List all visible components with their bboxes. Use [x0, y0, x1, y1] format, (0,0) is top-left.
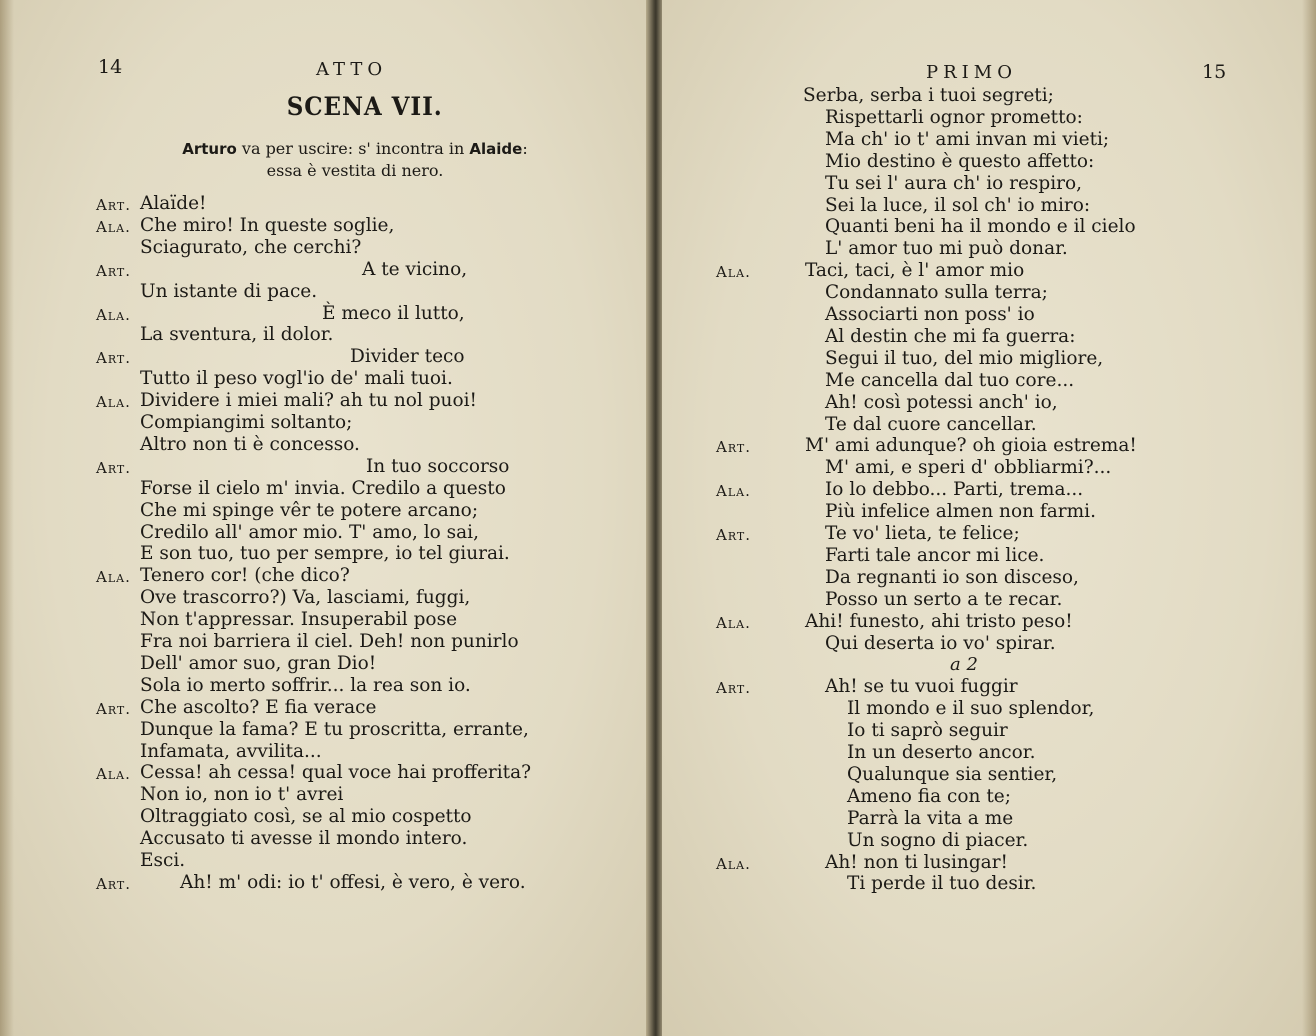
running-head: ATTO — [316, 59, 388, 80]
running-head: PRIMO — [926, 62, 1017, 83]
right-page — [662, 0, 1316, 1036]
verse-line: Cessa! ah cessa! qual voce hai profferita? — [140, 762, 532, 784]
verse-line: La sventura, il dolor. — [140, 324, 334, 346]
verse-line: Ameno fia con te; — [847, 785, 1011, 807]
stage-direction-text: va per uscire: s' incontra in — [236, 139, 470, 158]
verse-line: Ah! m' odi: io t' offesi, è vero, è vero. — [180, 871, 526, 893]
verse-line: Rispettarli ognor prometto: — [825, 106, 1083, 128]
verse-line: Fra noi barriera il ciel. Deh! non punirlo — [140, 631, 519, 652]
verse-line: Al destin che mi fa guerra: — [825, 325, 1076, 347]
speaker-label: Art. — [96, 196, 132, 214]
verse-line: Non io, non io t' avrei — [140, 784, 344, 806]
verse-line: Più infelice almen non farmi. — [825, 501, 1096, 523]
verse-line: Ah! così potessi anch' io, — [825, 391, 1058, 413]
verse-line: Quanti beni ha il mondo e il cielo — [825, 216, 1136, 238]
verse-line: Accusato ti avesse il mondo intero. — [140, 828, 468, 850]
verse-line: Credilo all' amor mio. T' amo, lo sai, — [140, 521, 479, 543]
verse-line: Che mi spinge vêr te potere arcano; — [140, 499, 479, 521]
verse-line: Posso un serto a te recar. — [825, 588, 1063, 610]
page-edge-shadow — [0, 0, 14, 1036]
scene-title: SCENA VII. — [286, 92, 443, 121]
verse-line: Ove trascorro?) Va, lasciami, fuggi, — [140, 587, 471, 609]
speaker-label: Ala. — [716, 854, 751, 873]
verse-line: Qualunque sia sentier, — [847, 763, 1058, 785]
speaker-label: Ala. — [716, 482, 751, 501]
verse-line: Alaïde! — [140, 193, 207, 214]
verse-line: E son tuo, tuo per sempre, io tel giurai. — [140, 543, 510, 565]
speaker-label: Art. — [96, 261, 132, 280]
verse-line: Io lo debbo... Parti, trema... — [825, 479, 1084, 501]
speaker-label: Art. — [716, 438, 752, 457]
stage-direction-line: essa è vestita di nero. — [266, 161, 444, 180]
verse-line: Associarti non poss' io — [825, 304, 1035, 325]
stage-direction — [140, 138, 570, 181]
stage-direction-name: Arturo — [182, 140, 237, 158]
verse-line: M' ami, e speri d' obbliarmi?... — [825, 457, 1112, 479]
verse-line: Ti perde il tuo desir. — [847, 873, 1037, 895]
verse-line: Non t'appressar. Insuperabil pose — [140, 609, 458, 631]
verse-line: Sei la luce, il sol ch' io miro: — [825, 194, 1091, 216]
verse-line: Io ti saprò seguir — [847, 720, 1008, 742]
verse-line: In un deserto ancor. — [847, 742, 1036, 763]
verse-line: Da regnanti io son disceso, — [825, 566, 1079, 588]
verse-line: Te dal cuore cancellar. — [825, 413, 1037, 435]
verse-line: Ah! non ti lusingar! — [825, 851, 1008, 873]
verse-line: Mio destino è questo affetto: — [825, 150, 1095, 172]
verse-line: Che miro! In queste soglie, — [140, 214, 395, 236]
verse-line: Divider teco — [350, 346, 465, 368]
verse-line: Dell' amor suo, gran Dio! — [140, 652, 377, 674]
stage-direction-name: Alaide — [469, 140, 523, 158]
verse-line: Sciagurato, che cerchi? — [140, 236, 362, 258]
verse-line: Forse il cielo m' invia. Credilo a questo — [140, 477, 506, 499]
verse-line: Te vo' lieta, te felice; — [825, 523, 1020, 544]
verse-line: Ma ch' io t' ami invan mi vieti; — [825, 128, 1110, 150]
speaker-label: Ala. — [96, 765, 131, 784]
speaker-label: Art. — [96, 699, 132, 718]
verse-line: a 2 — [950, 654, 978, 676]
verse-line: A te vicino, — [362, 258, 468, 280]
speaker-label: Art. — [716, 679, 752, 698]
verse-line: Tenero cor! (che dico? — [140, 565, 350, 587]
speaker-label: Ala. — [96, 217, 131, 236]
verse-line: Che ascolto? E fia verace — [140, 696, 377, 718]
verse-line: In tuo soccorso — [366, 455, 510, 477]
verse-line: M' ami adunque? oh gioia estrema! — [805, 435, 1137, 457]
page-edge-shadow — [1302, 0, 1316, 1036]
speaker-label: Ala. — [96, 568, 131, 587]
speaker-label: Ala. — [716, 263, 751, 282]
verse-line: Infamata, avvilita... — [140, 740, 322, 762]
verse-line: Qui deserta io vo' spirar. — [825, 632, 1056, 654]
verse-line: Me cancella dal tuo core... — [825, 369, 1075, 391]
verse-line: Tutto il peso vogl'io de' mali tuoi. — [140, 368, 453, 390]
verse-line: Taci, taci, è l' amor mio — [805, 260, 1025, 282]
speaker-label: Ala. — [96, 305, 131, 324]
verse-line: Altro non ti è concesso. — [140, 433, 360, 455]
verse-line: Dunque la fama? E tu proscritta, errante, — [140, 718, 529, 740]
verse-line: Esci. — [140, 850, 186, 871]
page-number: 15 — [1202, 61, 1227, 83]
verse-line: Oltraggiato così, se al mio cospetto — [140, 806, 472, 828]
verse-line: Sola io merto soffrir... la rea son io. — [140, 674, 471, 696]
left-page — [0, 0, 648, 1036]
verse-line: È meco il lutto, — [322, 302, 465, 324]
speaker-label: Art. — [96, 458, 132, 477]
verse-line: Compiangimi soltanto; — [140, 412, 353, 433]
speaker-label: Ala. — [96, 393, 131, 412]
verse-line: L' amor tuo mi può donar. — [825, 238, 1068, 260]
speaker-label: Art. — [96, 349, 132, 368]
page-number: 14 — [98, 56, 123, 78]
verse-line: Un sogno di piacer. — [847, 829, 1029, 851]
speaker-label: Art. — [716, 526, 752, 544]
speaker-label: Art. — [96, 874, 132, 893]
verse-line: Serba, serba i tuoi segreti; — [803, 85, 1054, 106]
stage-direction-text: : — [522, 139, 528, 158]
verse-line: Un istante di pace. — [140, 280, 318, 302]
speaker-label: Ala. — [716, 613, 751, 632]
verse-line: Parrà la vita a me — [847, 807, 1014, 829]
verse-line: Ahi! funesto, ahi tristo peso! — [805, 610, 1073, 632]
verse-line: Dividere i miei mali? ah tu nol puoi! — [140, 390, 477, 412]
verse-line: Segui il tuo, del mio migliore, — [825, 347, 1104, 369]
verse-line: Tu sei l' aura ch' io respiro, — [825, 172, 1083, 194]
verse-line: Ah! se tu vuoi fuggir — [825, 676, 1018, 698]
verse-line: Il mondo e il suo splendor, — [847, 698, 1095, 720]
verse-line: Farti tale ancor mi lice. — [825, 544, 1045, 566]
verse-line: Condannato sulla terra; — [825, 282, 1048, 304]
